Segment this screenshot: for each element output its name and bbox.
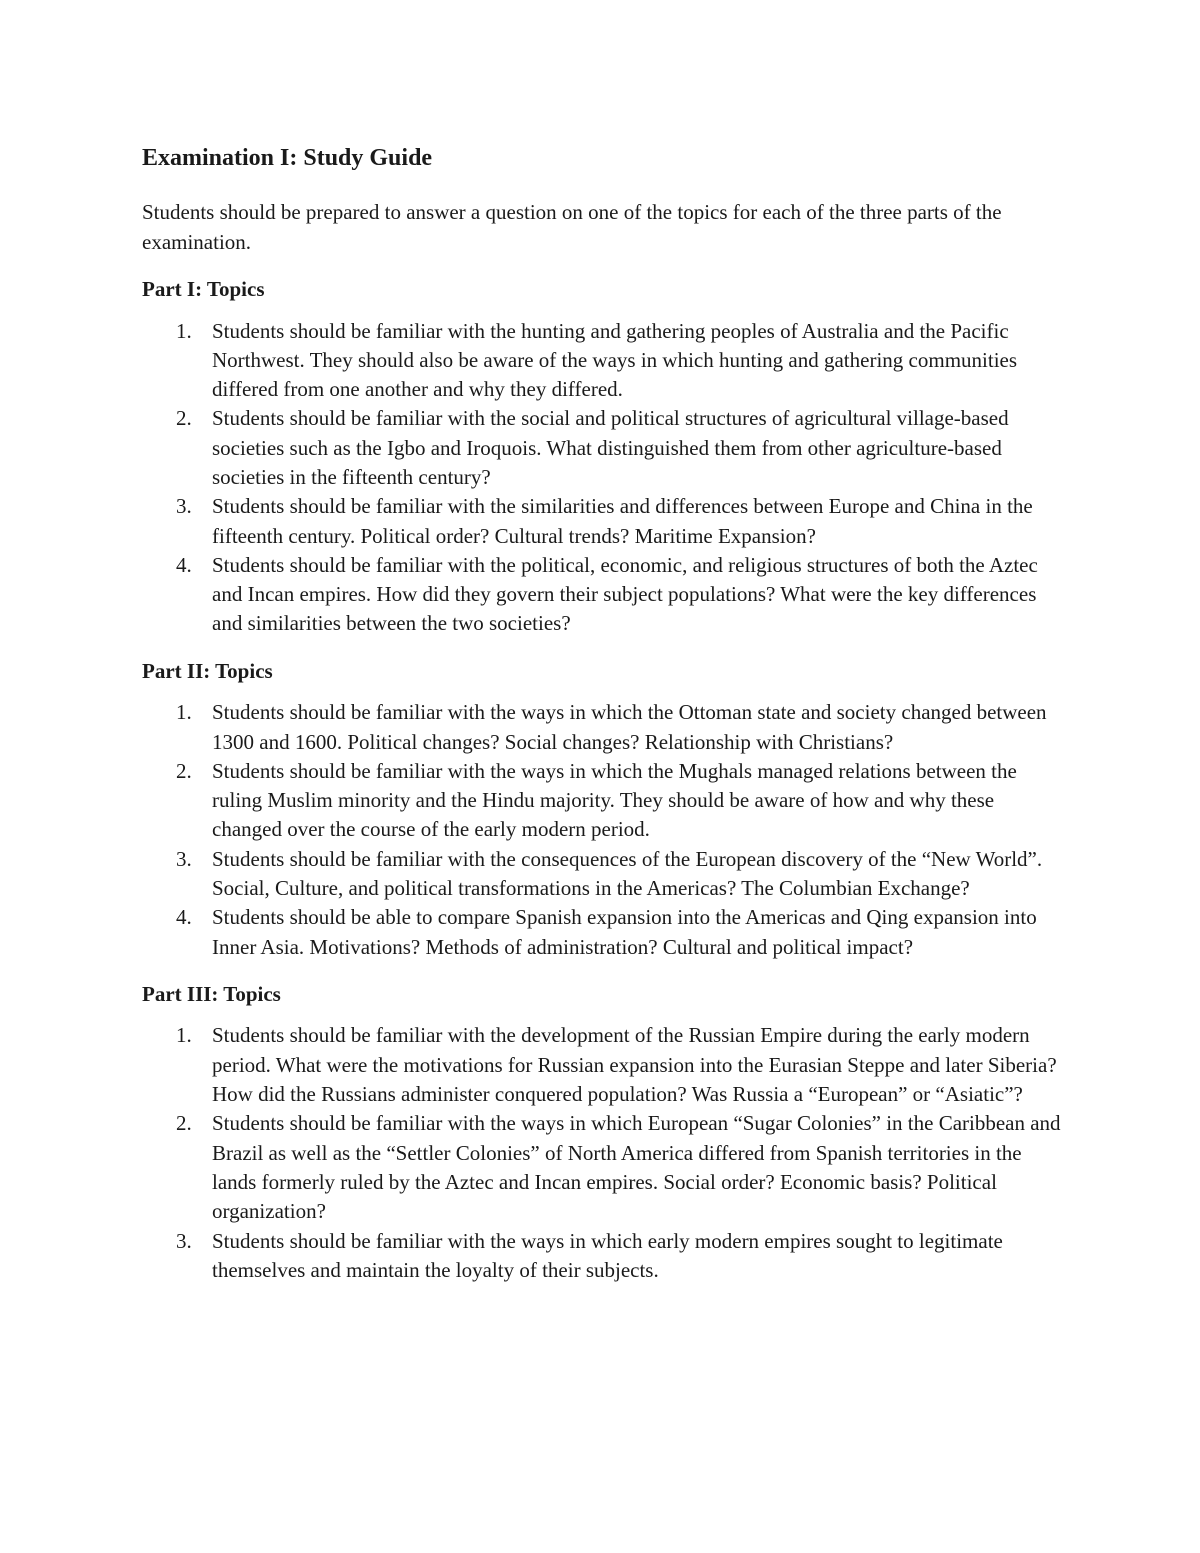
part-3-section — [142, 980, 1062, 1285]
list-number: 2. — [176, 1111, 192, 1136]
list-item — [142, 404, 1062, 492]
list-number: 1. — [176, 700, 192, 725]
list-item — [142, 551, 1062, 639]
topic-text: Students should be familiar with the hunting and gathering peoples of Australia and the Pacific Northwest. They should also be aware of the ways in which hunting and gathering communities differed from one another and why they differed. — [212, 318, 1018, 402]
list-item — [142, 757, 1062, 845]
list-number: 3. — [176, 1228, 192, 1253]
topic-text: Students should be familiar with the similarities and differences between Europe and China in the fifteenth century. Political order? Cultural trends? Maritime Expansion? — [212, 494, 1033, 548]
list-number: 1. — [176, 1023, 192, 1048]
list-number: 2. — [176, 406, 192, 431]
topic-text: Students should be familiar with the ways in which the Mughals managed relations between the ruling Muslim minority and the Hindu majority. They should be aware of how and why these changed over the course of the early modern period. — [212, 758, 1017, 842]
list-item — [142, 845, 1062, 904]
list-number: 3. — [176, 846, 192, 871]
topic-text: Students should be familiar with the consequences of the European discovery of the “New World”. Social, Culture, and political transformations in the Americas? The Columbian Exchange? — [212, 846, 1043, 901]
part-2-section — [142, 657, 1062, 962]
list-number: 2. — [176, 758, 192, 783]
part-2-heading: Part II: Topics — [142, 658, 273, 683]
list-item — [142, 1021, 1062, 1109]
list-item — [142, 1227, 1062, 1286]
part-1-section — [142, 275, 1062, 639]
topic-text: Students should be able to compare Spanish expansion into the Americas and Qing expansion into Inner Asia. Motivations? Methods of administration? Cultural and political impact? — [212, 905, 1037, 959]
list-number: 1. — [176, 318, 192, 343]
part-3-heading: Part III: Topics — [142, 981, 281, 1006]
topic-text: Students should be familiar with the development of the Russian Empire during the early modern period. What were the motivations for Russian expansion into the Eurasian Steppe and later Siberia? How did the Russians administer conquered population? Was Russia a “European” or “Asiatic”? — [212, 1023, 1057, 1107]
list-item — [142, 903, 1062, 962]
list-number: 3. — [176, 494, 192, 519]
part-2-topic-list — [142, 698, 1062, 962]
topic-text: Students should be familiar with the political, economic, and religious structures of both the Aztec and Incan empires. How did they govern their subject populations? What were the key differences and similarities between the two societies? — [212, 552, 1038, 636]
intro-paragraph: Students should be prepared to answer a question on one of the topics for each of the three parts of the examination. — [142, 200, 1002, 254]
list-number: 4. — [176, 552, 192, 577]
topic-text: Students should be familiar with the ways in which the Ottoman state and society changed between 1300 and 1600. Political changes? Social changes? Relationship with Christians? — [212, 700, 1047, 754]
list-item — [142, 698, 1062, 757]
part-1-topic-list — [142, 317, 1062, 639]
topic-text: Students should be familiar with the ways in which early modern empires sought to legitimate themselves and maintain the loyalty of their subjects. — [212, 1228, 1003, 1282]
document-page — [142, 140, 1062, 1303]
topic-text: Students should be familiar with the ways in which European “Sugar Colonies” in the Caribbean and Brazil as well as the “Settler Colonies” of North America differed from Spanish territories in the lands formerly ruled by the Aztec and Incan empires. Social order? Economic basis? Political organization? — [212, 1111, 1061, 1224]
list-number: 4. — [176, 905, 192, 930]
part-1-heading: Part I: Topics — [142, 277, 265, 301]
topic-text: Students should be familiar with the social and political structures of agricultural village-based societies such as the Igbo and Iroquois. What distinguished them from other agriculture-based societies in the fifteenth century? — [212, 406, 1009, 489]
page-title: Examination I: Study Guide — [142, 145, 433, 171]
list-item — [142, 317, 1062, 405]
list-item — [142, 492, 1062, 551]
part-3-topic-list — [142, 1021, 1062, 1285]
list-item — [142, 1109, 1062, 1226]
